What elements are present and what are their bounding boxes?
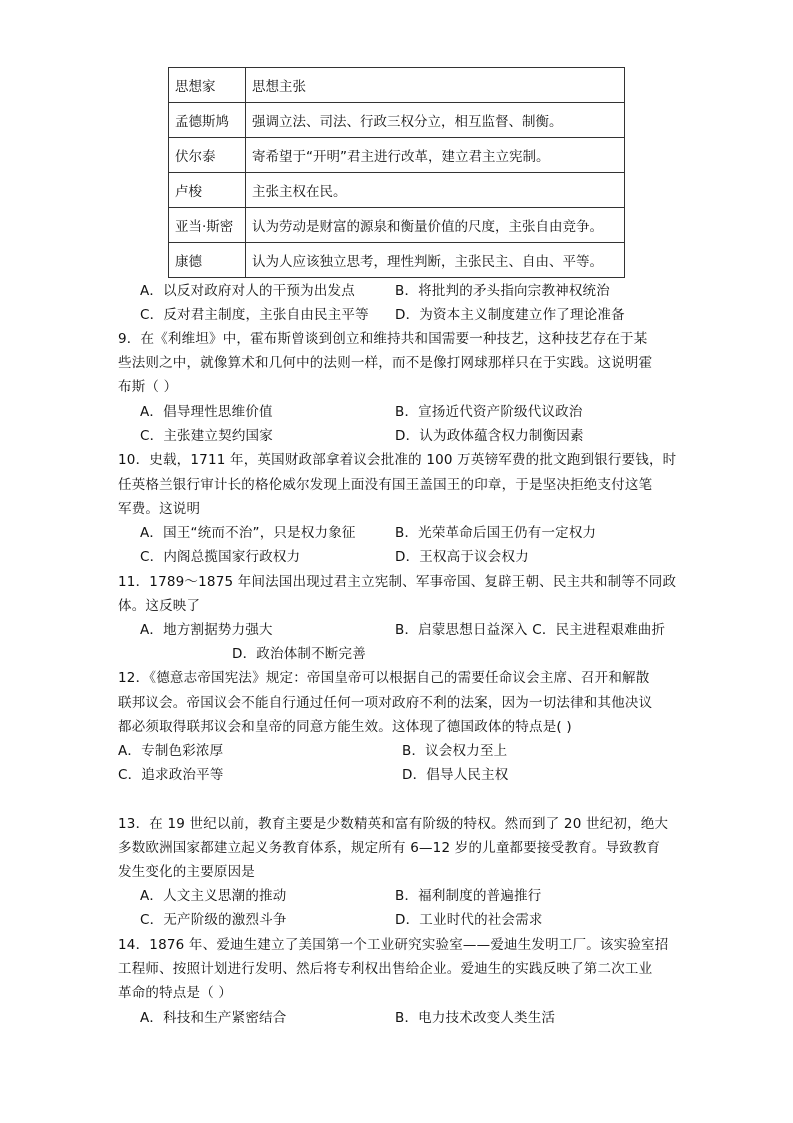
- q10-option-a: A．国王“统而不治”，只是权力象征: [140, 525, 356, 541]
- table-row: [169, 243, 625, 278]
- q10-option-d: D．王权高于议会权力: [395, 549, 529, 565]
- q12-option-b: B．议会权力至上: [402, 743, 508, 759]
- q13-option-c: C．无产阶级的激烈斗争: [140, 912, 287, 928]
- table-row: [169, 173, 625, 208]
- q12-stem-line: 12．《德意志帝国宪法》规定：帝国皇帝可以根据自己的需要任命议会主席、召开和解散: [118, 670, 650, 686]
- q10-stem-line: 军费。这说明: [118, 501, 201, 517]
- q12-option-a: A．专制色彩浓厚: [118, 743, 224, 759]
- table-cell-idea: 强调立法、司法、行政三权分立，相互监督、制衡。: [246, 103, 625, 138]
- table-header-row: [169, 68, 625, 103]
- q13-stem-line: 发生变化的主要原因是: [118, 864, 255, 880]
- q14-option-b: B．电力技术改变人类生活: [395, 1010, 556, 1026]
- q10-option-c: C．内阁总揽国家行政权力: [140, 549, 301, 565]
- table-cell-idea: 认为劳动是财富的源泉和衡量价值的尺度，主张自由竞争。: [246, 208, 625, 243]
- q14-stem-line: 革命的特点是（ ）: [118, 985, 233, 1001]
- q9-stem-line: 9．在《利维坦》中，霍布斯曾谈到创立和维持共和国需要一种技艺，这种技艺存在于某: [118, 331, 648, 347]
- q8-option-d: D．为资本主义制度建立作了理论准备: [395, 307, 625, 323]
- q13-stem-line: 多数欧洲国家都建立起义务教育体系，规定所有 6—12 岁的儿童都要接受教育。导致教育: [118, 840, 661, 856]
- table-cell-name: 亚当·斯密: [169, 208, 246, 243]
- q9-stem-line: 些法则之中，就像算术和几何中的法则一样，而不是像打网球那样只在于实践。这说明霍: [118, 355, 653, 371]
- q12-stem-line: 都必须取得联邦议会和皇帝的同意方能生效。这体现了德国政体的特点是( ): [118, 719, 572, 735]
- q11-option-bc: B．启蒙思想日益深入 C．民主进程艰难曲折: [395, 622, 666, 638]
- table-cell-name: 卢梭: [169, 173, 246, 208]
- q13-option-d: D．工业时代的社会需求: [395, 912, 543, 928]
- q11-stem-line: 11．1789～1875 年间法国出现过君主立宪制、军事帝国、复辟王朝、民主共和制等不同政: [118, 574, 677, 590]
- table-row: [169, 103, 625, 138]
- q10-stem-line: 任英格兰银行审计长的格伦威尔发现上面没有国王盖国王的印章，于是坚决拒绝支付这笔: [118, 477, 653, 493]
- q9-option-c: C．主张建立契约国家: [140, 428, 273, 444]
- q11-option-d: D．政治体制不断完善: [232, 646, 366, 662]
- q8-option-a: A．以反对政府对人的干预为出发点: [140, 283, 355, 299]
- table-row: [169, 208, 625, 243]
- q9-option-d: D．认为政体蕴含权力制衡因素: [395, 428, 584, 444]
- q10-stem-line: 10．史载，1711 年，英国财政部拿着议会批准的 100 万英镑军费的批文跑到银行要钱，时: [118, 452, 677, 468]
- q9-option-b: B．宣扬近代资产阶级代议政治: [395, 404, 583, 420]
- q8-option-b: B．将批判的矛头指向宗教神权统治: [395, 283, 610, 299]
- q12-option-c: C．追求政治平等: [118, 767, 224, 783]
- q14-stem-line: 工程师、按照计划进行发明、然后将专利权出售给企业。爱迪生的实践反映了第二次工业: [118, 961, 653, 977]
- q11-option-a: A．地方割据势力强大: [140, 622, 273, 638]
- q11-stem-line: 体。这反映了: [118, 598, 201, 614]
- table-row: [169, 138, 625, 173]
- q13-option-a: A．人文主义思潮的推动: [140, 888, 287, 904]
- table-header-cell: 思想主张: [246, 68, 625, 103]
- table-cell-name: 孟德斯鸠: [169, 103, 246, 138]
- q14-stem-line: 14．1876 年、爱迪生建立了美国第一个工业研究实验室——爱迪生发明工厂。该实验室招: [118, 937, 669, 953]
- q9-option-a: A．倡导理性思维价值: [140, 404, 273, 420]
- thinkers-table: [168, 67, 625, 278]
- table-cell-name: 伏尔泰: [169, 138, 246, 173]
- table-header-cell: 思想家: [169, 68, 246, 103]
- q13-option-b: B．福利制度的普遍推行: [395, 888, 542, 904]
- q10-option-b: B．光荣革命后国王仍有一定权力: [395, 525, 597, 541]
- q8-option-c: C．反对君主制度，主张自由民主平等: [140, 307, 369, 323]
- q9-stem-line: 布斯（ ）: [118, 379, 178, 395]
- q13-stem-line: 13．在 19 世纪以前，教育主要是少数精英和富有阶级的特权。然而到了 20 世纪初，绝大: [118, 816, 669, 832]
- table-cell-idea: 认为人应该独立思考，理性判断，主张民主、自由、平等。: [246, 243, 625, 278]
- q12-option-d: D．倡导人民主权: [402, 767, 509, 783]
- table-cell-idea: 主张主权在民。: [246, 173, 625, 208]
- q14-option-a: A．科技和生产紧密结合: [140, 1010, 287, 1026]
- table-cell-idea: 寄希望于“开明”君主进行改革，建立君主立宪制。: [246, 138, 625, 173]
- q12-stem-line: 联邦议会。帝国议会不能自行通过任何一项对政府不利的法案，因为一切法律和其他决议: [118, 695, 653, 711]
- table-cell-name: 康德: [169, 243, 246, 278]
